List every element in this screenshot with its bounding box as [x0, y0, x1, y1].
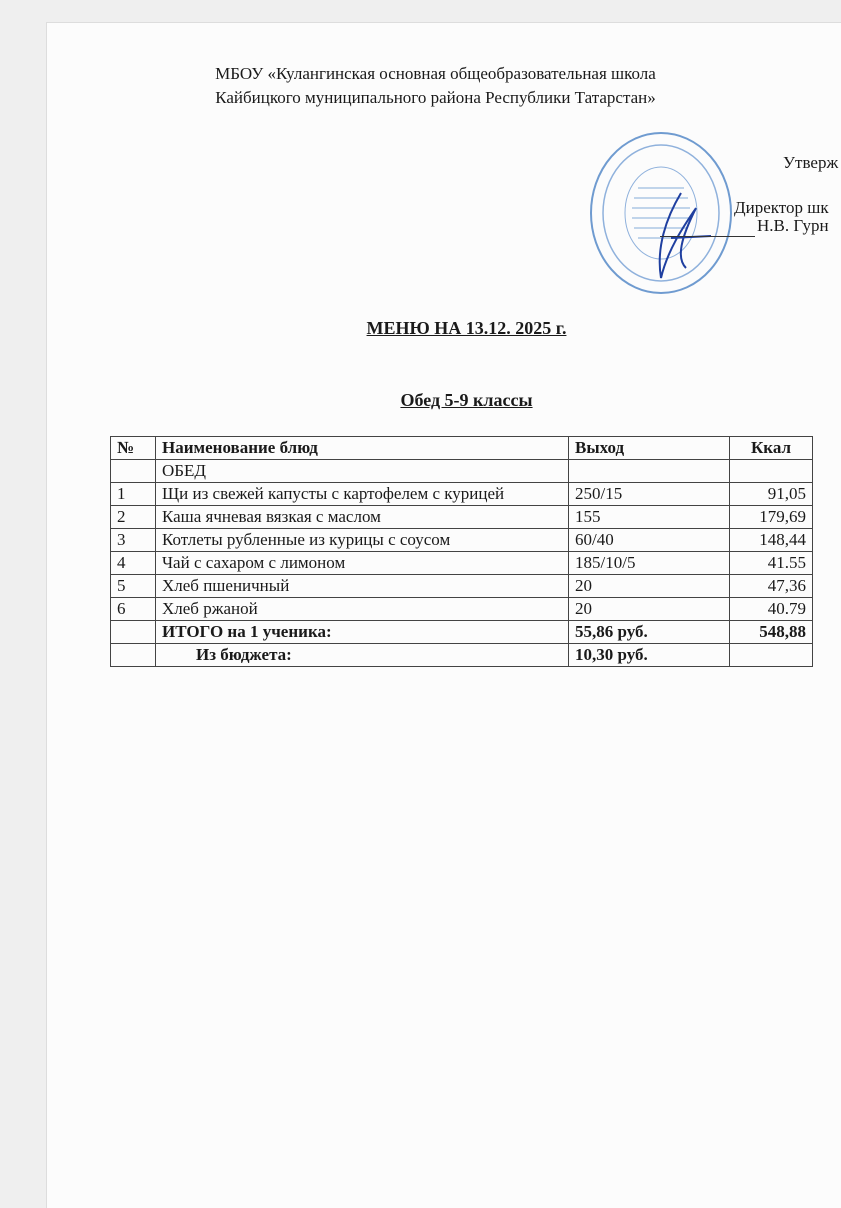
dish-output: 60/40	[569, 529, 730, 552]
table-row	[111, 598, 813, 621]
column-header-number: №	[111, 437, 156, 460]
dish-kcal: 91,05	[730, 483, 813, 506]
total-price: 55,86 руб.	[569, 621, 730, 644]
budget-label: Из бюджета:	[156, 644, 569, 667]
approval-label: Утверж	[783, 153, 839, 172]
budget-row	[111, 644, 813, 667]
row-number: 3	[111, 529, 156, 552]
row-number: 2	[111, 506, 156, 529]
row-number: 4	[111, 552, 156, 575]
dish-name: Котлеты рубленные из курицы с соусом	[156, 529, 569, 552]
dish-output: 20	[569, 598, 730, 621]
menu-subtitle: Обед 5-9 классы	[400, 390, 533, 410]
dish-name: Чай с сахаром с лимоном	[156, 552, 569, 575]
row-number: 5	[111, 575, 156, 598]
dish-output: 155	[569, 506, 730, 529]
table-row	[111, 529, 813, 552]
table-row	[111, 575, 813, 598]
table-row	[111, 552, 813, 575]
dish-name: Хлеб ржаной	[156, 598, 569, 621]
dish-output: 185/10/5	[569, 552, 730, 575]
section-label: ОБЕД	[156, 460, 569, 483]
total-kcal: 548,88	[730, 621, 813, 644]
dish-kcal: 148,44	[730, 529, 813, 552]
column-header-output: Выход	[569, 437, 730, 460]
dish-kcal: 40.79	[730, 598, 813, 621]
dish-output: 250/15	[569, 483, 730, 506]
table-row	[111, 483, 813, 506]
dish-output: 20	[569, 575, 730, 598]
school-name-line1: МБОУ «Кулангинская основная общеобразовательная школа	[215, 64, 656, 83]
school-stamp-icon	[586, 128, 736, 298]
column-header-name: Наименование блюд	[156, 437, 569, 460]
director-name: Н.В. Гурн	[757, 216, 829, 235]
table-row	[111, 506, 813, 529]
dish-kcal: 179,69	[730, 506, 813, 529]
dish-kcal: 47,36	[730, 575, 813, 598]
signature-line	[660, 236, 755, 237]
section-row	[111, 460, 813, 483]
budget-price: 10,30 руб.	[569, 644, 730, 667]
total-row	[111, 621, 813, 644]
menu-title: МЕНЮ НА 13.12. 2025 г.	[366, 318, 567, 338]
director-position: Директор шк	[734, 198, 829, 217]
row-number: 6	[111, 598, 156, 621]
total-label: ИТОГО на 1 ученика:	[156, 621, 569, 644]
school-name-line2: Кайбицкого муниципального района Республики Татарстан»	[215, 88, 656, 107]
menu-table	[110, 436, 813, 667]
dish-name: Хлеб пшеничный	[156, 575, 569, 598]
column-header-kcal: Ккал	[730, 437, 813, 460]
row-number: 1	[111, 483, 156, 506]
table-header-row	[111, 437, 813, 460]
dish-kcal: 41.55	[730, 552, 813, 575]
dish-name: Щи из свежей капусты с картофелем с курицей	[156, 483, 569, 506]
dish-name: Каша ячневая вязкая с маслом	[156, 506, 569, 529]
